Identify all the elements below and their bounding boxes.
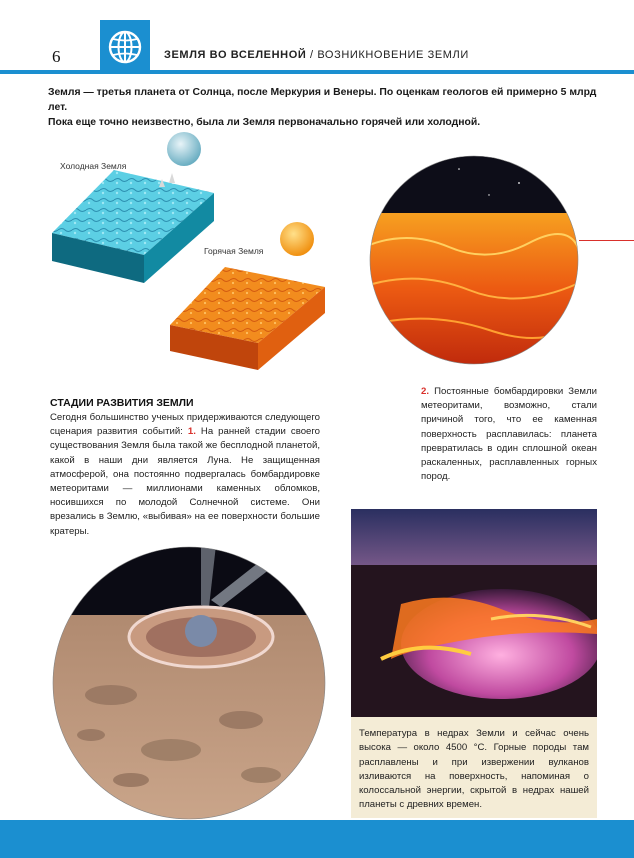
globe-icon	[107, 29, 143, 65]
footer-bar	[0, 820, 634, 858]
cold-earth-label: Холодная Земля	[60, 161, 127, 171]
stage2-text: Постоянные бомбардировки Земли метеоритами, возможно, стали причиной того, что ее каменная поверхность расплавилась: планета превратилась в один сплошной океан раскаленных, расплавленных горных пород.	[421, 386, 597, 483]
stages-heading: СТАДИИ РАЗВИТИЯ ЗЕМЛИ	[50, 397, 194, 409]
molten-earth-illustration	[369, 155, 579, 365]
section-title	[164, 49, 469, 61]
cold-sun-sphere	[167, 132, 201, 166]
stages-text-before: Сегодня большинство ученых придерживаются следующего сценария развития событий:	[50, 412, 320, 438]
stage-number-2: 2.	[421, 386, 430, 397]
header-rule	[0, 70, 634, 74]
stages-paragraph	[50, 411, 320, 539]
hot-earth-illustration	[160, 215, 340, 375]
intro-line-2: Пока еще точно неизвестно, была ли Земля первоначально горячей или холодной.	[48, 117, 481, 128]
page-number: 6	[52, 47, 61, 66]
stage2-paragraph	[421, 385, 597, 484]
hot-earth-label: Горячая Земля	[204, 246, 264, 256]
globe-tab	[100, 20, 150, 74]
callout-line	[579, 240, 634, 241]
crater-illustration	[51, 545, 327, 821]
hot-sun-sphere	[280, 222, 314, 256]
caption-text: Температура в недрах Земли и сейчас очень высока — около 4500 °С. Горные породы там расплавлены и при извержении вулканов изливаются на поверхность, напоминая о колоссальной энергии, скрытой в недрах нашей планеты с древних времен.	[359, 728, 589, 811]
intro-text	[48, 85, 608, 130]
section-name: ЗЕМЛЯ ВО ВСЕЛЕННОЙ	[164, 49, 307, 61]
section-separator: /	[306, 49, 318, 61]
lava-photo	[351, 509, 597, 717]
intro-line-1: Земля — третья планета от Солнца, после Меркурия и Венеры. По оценкам геологов ей примерно 5 млрд лет.	[48, 87, 597, 113]
stage-number-1: 1.	[187, 426, 196, 438]
stages-text-after: На ранней стадии своего существования Земля была такой же бесплодной планетой, какой в наши дни является Луна. Не защищенная атмосферой, она постоянно подвергалась бомбардировке метеоритами — миллионами каменных обломков, носившихся по молодой Солнечной системе. Они врезались в Землю, «выбивая» на ее поверхности большие кратеры.	[50, 426, 320, 537]
caption-box	[351, 717, 597, 818]
subsection-name: ВОЗНИКНОВЕНИЕ ЗЕМЛИ	[317, 49, 469, 61]
